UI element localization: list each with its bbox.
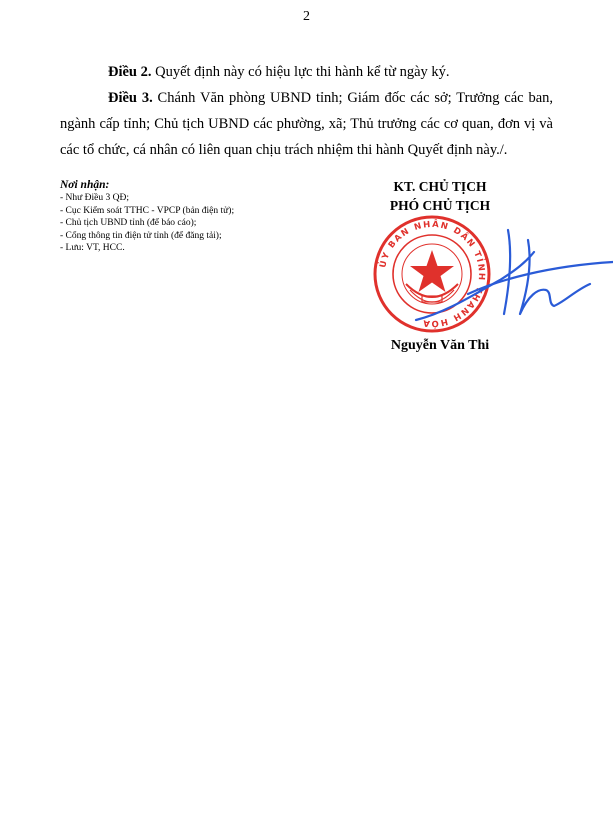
recipients-title: Nơi nhận: (60, 179, 110, 191)
article-3-label: Điều 3. (108, 89, 153, 106)
signer-name: Nguyễn Văn Thi (390, 338, 490, 353)
signature-title-line2: PHÓ CHỦ TỊCH (389, 198, 491, 213)
article-2-label: Điều 2. (108, 63, 152, 80)
article-3-text: Chánh Văn phòng UBND tỉnh; Giám đốc các sở; Trưởng các ban, ngành cấp tỉnh; Chủ tịch UBND các phường, xã; Thủ trưởng các cơ quan, đơn vị và các tổ chức, cá nhân có liên quan chịu trách nhiệm thi hành Quyết định này./. (60, 89, 554, 158)
article-2 (60, 59, 553, 85)
signature-title-block (340, 177, 540, 215)
handwritten-signature-icon (408, 222, 613, 332)
recipient-item: - Như Điều 3 QĐ; (60, 193, 130, 203)
recipients-block (60, 178, 320, 255)
page-number: 2 (303, 9, 310, 24)
article-3 (60, 85, 553, 163)
recipient-item: - Chủ tịch UBND tỉnh (để báo cáo); (60, 218, 197, 228)
article-2-text: Quyết định này có hiệu lực thi hành kể từ ngày ký. (151, 63, 450, 80)
svg-text:ỦY BAN NHÂN DÂN TỈNH THANH HÓA: ỦY BAN NHÂN DÂN TỈNH THANH HÓA (378, 219, 487, 329)
recipient-item: - Cục Kiểm soát TTHC - VPCP (bản điện tử); (60, 205, 235, 216)
recipient-item: - Cổng thông tin điện tử tỉnh (để đăng tải); (60, 230, 222, 241)
signature-title-line1: KT. CHỦ TỊCH (393, 179, 487, 194)
recipient-item: - Lưu: VT, HCC. (60, 243, 125, 253)
